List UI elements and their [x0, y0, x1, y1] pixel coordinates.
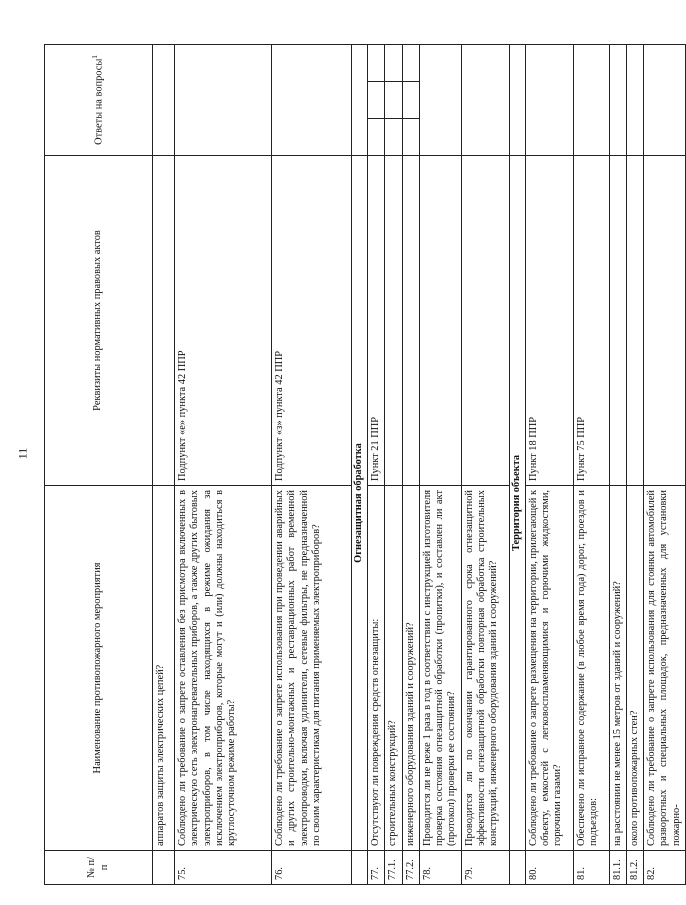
- answer-cell[interactable]: [352, 45, 368, 156]
- measure-name: аппаратов защиты электрических цепей?: [153, 486, 175, 851]
- answer-subcell[interactable]: [403, 119, 419, 155]
- answer-cell[interactable]: [272, 45, 352, 156]
- row-number: 78.: [419, 851, 461, 885]
- table-row: [419, 45, 461, 885]
- measure-name: на расстоянии не менее 15 метров от зданий и сооружений?: [609, 486, 626, 851]
- answer-cell[interactable]: [153, 45, 175, 156]
- measure-name: Соблюдено ли требование о запрете оставления без присмотра включенных в электрическую сеть электронагревательных приборов, а также других бытовых электроприборов, в том числе находящихся в режиме ожидания за исключением электроприборов, которые могут и (или) должны находиться в круглосуточном режиме работы?: [175, 486, 272, 851]
- header-name: Наименование противопожарного мероприятия: [45, 486, 153, 851]
- answer-subcell[interactable]: [385, 45, 401, 82]
- table-row: [402, 45, 419, 885]
- requisite-reference: [153, 156, 175, 486]
- requisite-reference: [402, 156, 419, 486]
- requisite-reference: [385, 156, 402, 486]
- answer-cell[interactable]: [644, 45, 686, 156]
- answer-cell[interactable]: [509, 45, 525, 156]
- row-number: 81.2.: [626, 851, 643, 885]
- answer-cell[interactable]: [461, 45, 509, 156]
- table-row: [573, 45, 609, 885]
- header-num: № п/п: [45, 851, 153, 885]
- rotated-table-container: [44, 45, 682, 885]
- row-number: [153, 851, 175, 885]
- answer-cell[interactable]: [419, 45, 461, 156]
- row-number: 75.: [175, 851, 272, 885]
- answer-subcell[interactable]: [368, 82, 384, 119]
- row-number: 77.: [368, 851, 385, 885]
- page-number: 11: [15, 447, 30, 460]
- row-number: 81.: [573, 851, 609, 885]
- measure-name: строительных конструкций?: [385, 486, 402, 851]
- measure-name: Обеспечено ли исправное содержание (в любое время года) дорог, проездов и подъездов:: [573, 486, 609, 851]
- answer-cell[interactable]: [402, 45, 419, 156]
- row-number: 81.1.: [609, 851, 626, 885]
- answer-cell[interactable]: [573, 45, 609, 156]
- table-row: [368, 45, 385, 885]
- measure-name: Отсутствуют ли повреждения средств огнезащиты:: [368, 486, 385, 851]
- table-row: [153, 45, 175, 885]
- requisite-reference: Подпункт «з» пункта 42 ППР: [272, 156, 352, 486]
- measure-name: инженерного оборудования зданий и сооружений?: [402, 486, 419, 851]
- answer-subcell[interactable]: [385, 82, 401, 119]
- row-number: 77.2.: [402, 851, 419, 885]
- table-body: [153, 45, 686, 885]
- table-row: [461, 45, 509, 885]
- measure-name: Проводится ли не реже 1 раза в год в соответствии с инструкцией изготовителя проверка состояния огнезащитной обработки (пропитки), и составлен ли акт (протокол) проверки ее состояния?: [419, 486, 461, 851]
- section-title: Огнезащитная обработка: [352, 156, 368, 851]
- row-number: 80.: [525, 851, 573, 885]
- requisite-reference: [609, 156, 626, 486]
- requisite-reference: [461, 156, 509, 486]
- header-requisites: Реквизиты нормативных правовых актов: [45, 156, 153, 486]
- answer-cell[interactable]: [609, 45, 626, 156]
- measure-name: Проводится ли по окончании гарантированного срока огнезащитной эффективности огнезащитной обработки повторная обработка строительных конструкций, инженерного оборудования зданий и сооружений?: [461, 486, 509, 851]
- table-row: [175, 45, 272, 885]
- requisite-reference: Подпункт «е» пункта 42 ППР: [175, 156, 272, 486]
- table-row: [525, 45, 573, 885]
- requisite-reference: [419, 156, 461, 486]
- row-number: 77.1.: [385, 851, 402, 885]
- answer-subcell[interactable]: [385, 119, 401, 155]
- requisite-reference: [644, 156, 686, 486]
- checklist-table: [44, 44, 686, 885]
- measure-name: Соблюдено ли требование о запрете использования для стоянки автомобилей разворотных и специальных площадок, предназначенных для установки пожарно-: [644, 486, 686, 851]
- answer-cell[interactable]: [175, 45, 272, 156]
- section-row: [509, 45, 525, 885]
- table-row: [609, 45, 626, 885]
- answer-cell[interactable]: [626, 45, 643, 156]
- requisite-reference: [626, 156, 643, 486]
- section-blank: [509, 851, 525, 885]
- measure-name: Соблюдено ли требование о запрете размещения на территории, прилегающей к объекту, емкостей с легковоспламеняющимися и горючими жидкостями, горючими газами?: [525, 486, 573, 851]
- table-header-row: [45, 45, 153, 885]
- table-row: [272, 45, 352, 885]
- answer-subcell[interactable]: [403, 82, 419, 119]
- section-row: [352, 45, 368, 885]
- answer-cell[interactable]: [385, 45, 402, 156]
- section-blank: [352, 851, 368, 885]
- answer-subcell[interactable]: [368, 45, 384, 82]
- table-row: [626, 45, 643, 885]
- row-number: 82.: [644, 851, 686, 885]
- header-answers: Ответы на вопросы$^1$: [45, 45, 153, 156]
- answer-subcell[interactable]: [368, 119, 384, 155]
- requisite-reference: Пункт 18 ППР: [525, 156, 573, 486]
- row-number: 76.: [272, 851, 352, 885]
- row-number: 79.: [461, 851, 509, 885]
- requisite-reference: Пункт 75 ППР: [573, 156, 609, 486]
- measure-name: около противопожарных стен?: [626, 486, 643, 851]
- answer-cell[interactable]: [368, 45, 385, 156]
- section-title: Территория объекта: [509, 156, 525, 851]
- measure-name: Соблюдено ли требование о запрете использования при проведении аварийных и других строительно-монтажных и реставрационных работ временной электропроводки, включая удлинители, сетевые фильтры, не предназначенной по своим характеристикам для питания применяемых электроприборов?: [272, 486, 352, 851]
- table-row: [644, 45, 686, 885]
- table-row: [385, 45, 402, 885]
- answer-cell[interactable]: [525, 45, 573, 156]
- answer-subcell[interactable]: [403, 45, 419, 82]
- requisite-reference: Пункт 21 ППР: [368, 156, 385, 486]
